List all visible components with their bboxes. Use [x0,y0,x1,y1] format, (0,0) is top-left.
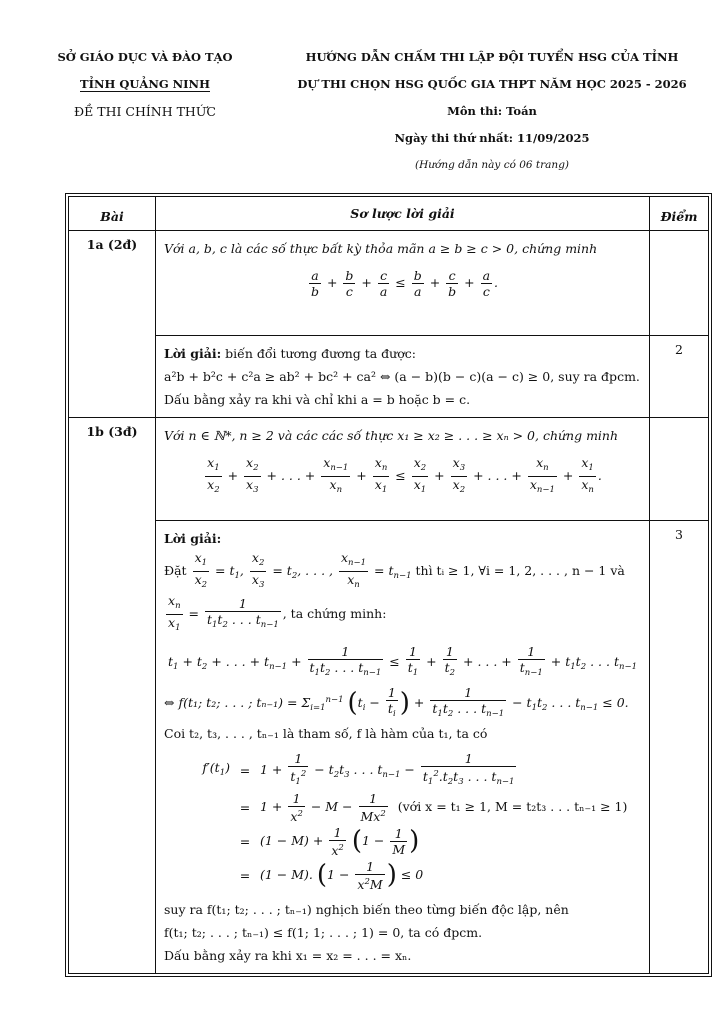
problem-1a-label: 1a (2đ) [69,231,156,418]
document-title-block [272,44,712,179]
problem-1a-statement-row [69,231,709,336]
problem-1a-solution-row [69,336,709,418]
problem-1b-solution-row [69,521,709,974]
problem-1b-inequality: $\frac{x_1}{x_2}$ + $\frac{x_2}{x_3}$ + . . . + $\frac{x_{n-1}}{x_n}$ + $\frac{x_n}{x_1}$ ≤ $\frac{x_2}{x_1}$ + $\frac{x_3}{x_2}$ + . . . + $\frac{x_n}{x_{n-1}}$ + $\frac{x_1}{x_n}$ . [207,455,602,495]
subject-label: Môn thi: Toán [447,104,537,118]
official-exam-label: ĐỀ THI CHÍNH THỨC [74,104,216,119]
grading-table [68,196,709,974]
problem-1a-score: 2 [650,336,709,418]
problem-1b-target-inequality: $t_1 + t_2$ + . . . + $t_{n-1}$ + $\frac{1}{t_1t_2 . . . t_{n-1}}$ ≤ $\frac{1}{t_1}$ + $\frac{1}{t_2}$ + . . . + $\frac{1}{t_{n-1}}$ + $t_1t_2$ . . . $t_{n-1}$ [168,644,637,678]
problem-1b-statement-row [69,418,709,521]
issuer-header [40,44,250,125]
problem-1b-statement: Với n ∈ ℕ*, n ≥ 2 và các các số thực x₁ ≥ x₂ ≥ . . . ≥ xₙ > 0, chứng minh $\frac{x_1}{x_2}$ + $\frac{x_2}{x_3}$ + . . . + $\frac{x_{n-1}}{x_n}$ + $\frac{x_n}{x_1}$ ≤ $\frac{x_2}{x_1}$ + $\frac{x_3}{x_2}$ + . . . + $\frac{x_n}{x_{n-1}}$ + $\frac{x_1}{x_n}$ . [156,418,650,521]
table-header-row [69,197,709,231]
problem-1b-label: 1b (3đ) [69,418,156,974]
header-bai: Bài [69,197,156,231]
problem-1b-score: 3 [650,521,709,974]
derivative-computation: $f'(t_1)$ = 1 + $\frac{1}{t_1^2}$ − $t_2t_3$ . . . $t_{n-1}$ − $\frac{1}{t_1^2.t_2t_3 . . . t_{n-1}}$ = 1 + $\frac{1}{x^2}$ − M − $\frac{1}{Mx^2}$ (với x = t₁ ≥ 1, M = t₂t₃ . . . tₙ₋₁ ≥ 1) = (1 − M) + $\frac{1}{x^2}$ (1 − $\frac{1}{M}$ ) = (1 − M). (1 − $\frac{1}{x^2M}$ ) ≤ 0 [202,751,628,892]
exam-date: Ngày thi thứ nhất: 11/09/2025 [394,131,590,145]
department-name: SỞ GIÁO DỤC VÀ ĐÀO TẠO [57,50,233,64]
document-subtitle: DỰ THI CHỌN HSG QUỐC GIA THPT NĂM HỌC 2025 - 2026 [297,77,687,91]
problem-1a-inequality: $\frac{a}{b}$ + $\frac{b}{c}$ + $\frac{c}{a}$ ≤ $\frac{b}{a}$ + $\frac{c}{b}$ + $\frac{a}{c}$ . [310,268,499,299]
page-count-note: (Hướng dẫn này có 06 trang) [414,159,570,171]
problem-1a-solution: Lời giải: biến đổi tương đương ta được: a²b + b²c + c²a ≥ ab² + bc² + ca² ⇔ (a − b)(b − c)(a − c) ≥ 0, suy ra đpcm. Dấu bằng xảy ra khi và chỉ khi a = b hoặc b = c. [156,336,650,418]
header-diem: Điểm [650,197,709,231]
document-title: HƯỚNG DẪN CHẤM THI LẬP ĐỘI TUYỂN HSG CỦA TỈNH [305,50,679,64]
header-loi-giai: Sơ lược lời giải [156,197,650,231]
province-name: TỈNH QUẢNG NINH [80,77,210,91]
problem-1a-statement: Với a, b, c là các số thực bất kỳ thỏa mãn a ≥ b ≥ c > 0, chứng minh $\frac{a}{b}$ + $\frac{b}{c}$ + $\frac{c}{a}$ ≤ $\frac{b}{a}$ + $\frac{c}{b}$ + $\frac{a}{c}$ . [156,231,650,336]
problem-1b-solution: Lời giải: Đặt $\frac{x_1}{x_2}$ = $t_1$, $\frac{x_2}{x_3}$ = $t_2$, . . . , $\frac{x_{n-1}}{x_n}$ = $t_{n-1}$ thì tᵢ ≥ 1, ∀i = 1, 2, . . . , n − 1 và $\frac{x_n}{x_1}$ = $\frac{1}{t_1t_2 . . . t_{n-1}}$ , ta chứng minh: $t_1 + t_2$ + . . . + $t_{n-1}$ + $\frac{1}{t_1t_2 . . . t_{n-1}}$ ≤ $\frac{1}{t_1}$ + $\frac{1}{t_2}$ + . . . + $\frac{1}{t_{n-1}}$ + $t_1t_2$ . . . $t_{n-1}$ ⇔ f(t₁; t₂; . . . ; $t_{n-1}) = \Sigma_{i=1}^{n-1}$ ($t_i$ − $\frac{1}{t_i}$ ) + $\frac{1}{t_1t_2 . . . t_{n-1}}$ − $t_1t_2$ . . . $t_{n-1} \le 0$. Coi t₂, t₃, . . . , tₙ₋₁ là tham số, f là hàm của t₁, ta có $f'(t_1)$ = 1 + $\frac{1}{t_1^2}$ − $t_2t_3$ . . . $t_{n-1}$ − $\frac{1}{t_1^2.t_2t_3 . . . t_{n-1}}$ = 1 + $\frac{1}{x^2}$ − M − $\frac{1}{Mx^2}$ (với x = t₁ ≥ 1, M = t₂t₃ . . . tₙ₋₁ ≥ 1) = (1 − M) + $\frac{1}{x^2}$ (1 − $\frac{1}{M}$ ) = (1 − M). (1 − $\frac{1}{x^2M}$ ) ≤ 0 suy ra f(t₁; t₂; . . . ; tₙ₋₁) nghịch biến theo từng biến độc lập, nên f(t₁; t₂; . . . ; tₙ₋₁) ≤ f(1; 1; . . . ; 1) = 0, ta có đpcm. Dấu bằng xảy ra khi x₁ = x₂ = . . . = xₙ. [156,521,650,974]
